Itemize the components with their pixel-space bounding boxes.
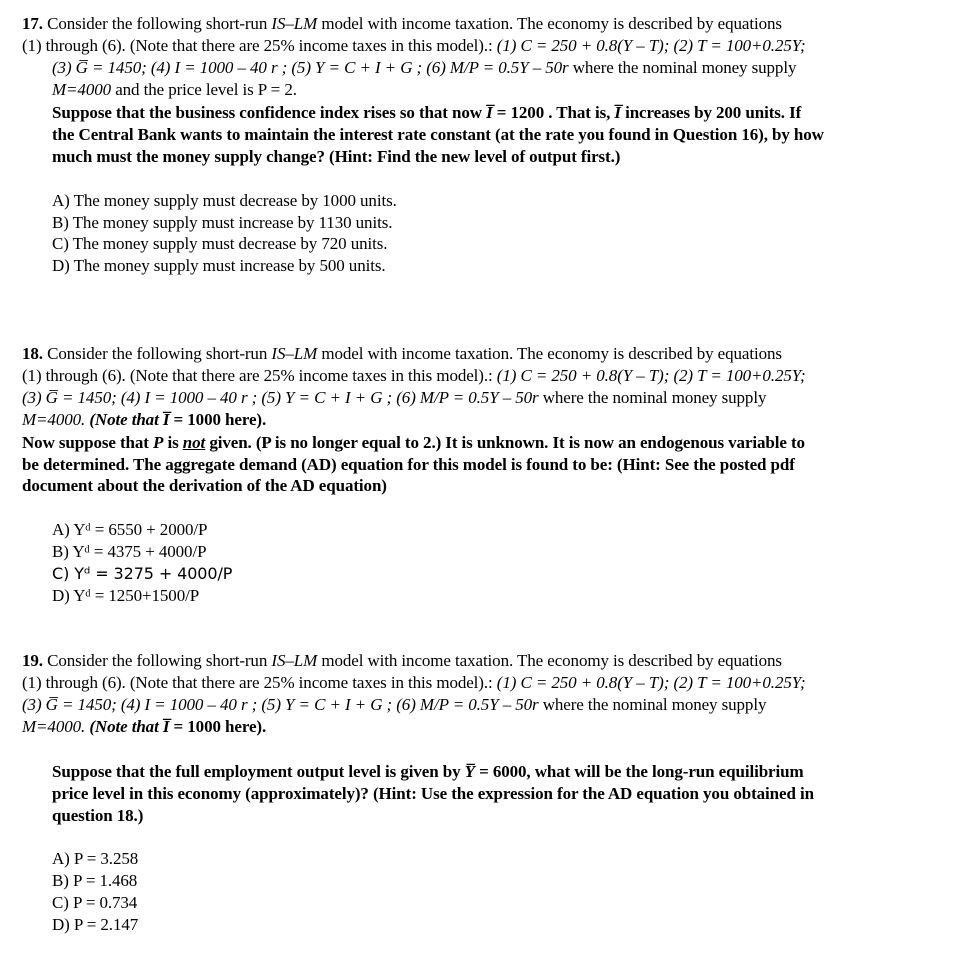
q17-text: model with income taxation. The economy is described by equations xyxy=(317,14,782,33)
q19-line-3 xyxy=(22,694,766,715)
q19-line-2 xyxy=(22,672,806,693)
q18-bold-3: document about the derivation of the AD equation) xyxy=(22,476,387,495)
q19-option-d[interactable]: D) P = 2.147 xyxy=(52,915,139,934)
q18-p: P xyxy=(153,433,164,452)
q19-ibar: I̅ xyxy=(162,717,170,736)
q17-equations: (1) C = 250 + 0.8(Y – T); (2) T = 100+0.25Y; xyxy=(496,36,806,55)
q17-text: where the nominal money supply xyxy=(568,58,797,77)
q17-bold-text: Suppose that the business confidence index rises so that now xyxy=(52,103,487,122)
q18-bold-2: be determined. The aggregate demand (AD) equation for this model is found to be: (Hint: See the posted pdf xyxy=(22,455,795,474)
q19-bold-2: price level in this economy (approximately)? (Hint: Use the expression for the AD equation you obtained in xyxy=(52,784,814,803)
q18-money: M=4000. xyxy=(22,410,90,429)
q18-equations: (1) C = 250 + 0.8(Y – T); (2) T = 100+0.25Y; xyxy=(496,366,806,385)
q17-money: M=4000 xyxy=(52,80,112,99)
q17-option-c[interactable]: C) The money supply must decrease by 720 units. xyxy=(52,234,388,253)
q17-line-3 xyxy=(52,57,796,78)
q18-option-c[interactable]: C) Yᵈ = 3275 + 4000/P xyxy=(52,564,233,583)
q19-bold-text: = 6000, what will be the long-run equilibrium xyxy=(474,762,804,781)
q18-bold-text: given. (P is no longer equal to 2.) It is unknown. It is now an endogenous variable to xyxy=(205,433,805,452)
q18-line-4 xyxy=(22,409,266,430)
q19-islm: IS–LM xyxy=(271,651,318,670)
q17-equations: (3) G̅ = 1450; (4) I = 1000 – 40 r ; (5) Y = C + I + G ; (6) M/P = 0.5Y – 50r xyxy=(52,58,569,77)
q18-text: (1) through (6). (Note that there are 25% income taxes in this model).: xyxy=(22,366,497,385)
q18-bold-text: is xyxy=(163,433,183,452)
q19-equations: (3) G̅ = 1450; (4) I = 1000 – 40 r ; (5) Y = C + I + G ; (6) M/P = 0.5Y – 50r xyxy=(22,695,539,714)
q17-bold-text: increases by 200 units. If xyxy=(620,103,802,122)
q19-number: 19. xyxy=(22,651,43,670)
q18-note: (Note that xyxy=(89,410,163,429)
q19-option-b[interactable]: B) P = 1.468 xyxy=(52,871,138,890)
q17-bold-2: the Central Bank wants to maintain the interest rate constant (at the rate you found in Question 16), by how xyxy=(52,125,824,144)
q19-text: where the nominal money supply xyxy=(538,695,767,714)
q18-option-b[interactable]: B) Yᵈ = 4375 + 4000/P xyxy=(52,542,207,561)
q19-option-c[interactable]: C) P = 0.734 xyxy=(52,893,138,912)
q18-bold-1 xyxy=(22,432,805,453)
q17-bold-1 xyxy=(52,102,801,123)
q19-bold-3: question 18.) xyxy=(52,806,144,825)
q17-text: (1) through (6). (Note that there are 25% income taxes in this model).: xyxy=(22,36,497,55)
q19-text: Consider the following short-run xyxy=(42,651,272,670)
q18-equations: (3) G̅ = 1450; (4) I = 1000 – 40 r ; (5) Y = C + I + G ; (6) M/P = 0.5Y – 50r xyxy=(22,388,539,407)
q19-note: = 1000 here). xyxy=(169,717,267,736)
q19-equations: (1) C = 250 + 0.8(Y – T); (2) T = 100+0.25Y; xyxy=(496,673,806,692)
q17-ibar: I̅ xyxy=(614,103,621,122)
q17-number: 17. xyxy=(22,14,43,33)
q18-text: model with income taxation. The economy is described by equations xyxy=(317,344,782,363)
q17-line-4 xyxy=(52,79,297,100)
q17-text: Consider the following short-run xyxy=(42,14,272,33)
q17-line-1 xyxy=(22,13,782,34)
q18-note: = 1000 here). xyxy=(169,410,267,429)
q17-bold-text: = 1200 . That is, xyxy=(492,103,615,122)
q17-bold-3: much must the money supply change? (Hint: Find the new level of output first.) xyxy=(52,147,621,166)
q19-line-1 xyxy=(22,650,782,671)
q18-line-3 xyxy=(22,387,766,408)
q19-option-a[interactable]: A) P = 3.258 xyxy=(52,849,139,868)
q17-islm: IS–LM xyxy=(271,14,318,33)
q19-line-4 xyxy=(22,716,266,737)
q19-money: M=4000. xyxy=(22,717,90,736)
q18-line-2 xyxy=(22,365,806,386)
q17-line-2 xyxy=(22,35,806,56)
q19-ybar: Y̅ xyxy=(464,762,475,781)
q18-option-d[interactable]: D) Yᵈ = 1250+1500/P xyxy=(52,586,200,605)
q18-text: Consider the following short-run xyxy=(42,344,272,363)
q17-option-d[interactable]: D) The money supply must increase by 500 units. xyxy=(52,256,386,275)
q19-bold-1 xyxy=(52,761,804,782)
q19-bold-text: Suppose that the full employment output level is given by xyxy=(52,762,465,781)
q18-line-1 xyxy=(22,343,782,364)
q19-text: model with income taxation. The economy is described by equations xyxy=(317,651,782,670)
q17-option-a[interactable]: A) The money supply must decrease by 1000 units. xyxy=(52,191,397,210)
q18-number: 18. xyxy=(22,344,43,363)
q18-islm: IS–LM xyxy=(271,344,318,363)
q18-option-a[interactable]: A) Yᵈ = 6550 + 2000/P xyxy=(52,520,208,539)
q17-option-b[interactable]: B) The money supply must increase by 1130 units. xyxy=(52,213,393,232)
q18-text: where the nominal money supply xyxy=(538,388,767,407)
q18-bold-text: Now suppose that xyxy=(22,433,154,452)
q17-ibar: I̅ xyxy=(486,103,493,122)
q19-note: (Note that xyxy=(89,717,163,736)
q18-not: not xyxy=(182,433,206,452)
q17-text: and the price level is P = 2. xyxy=(111,80,297,99)
q19-text: (1) through (6). (Note that there are 25% income taxes in this model).: xyxy=(22,673,497,692)
q18-ibar: I̅ xyxy=(162,410,170,429)
